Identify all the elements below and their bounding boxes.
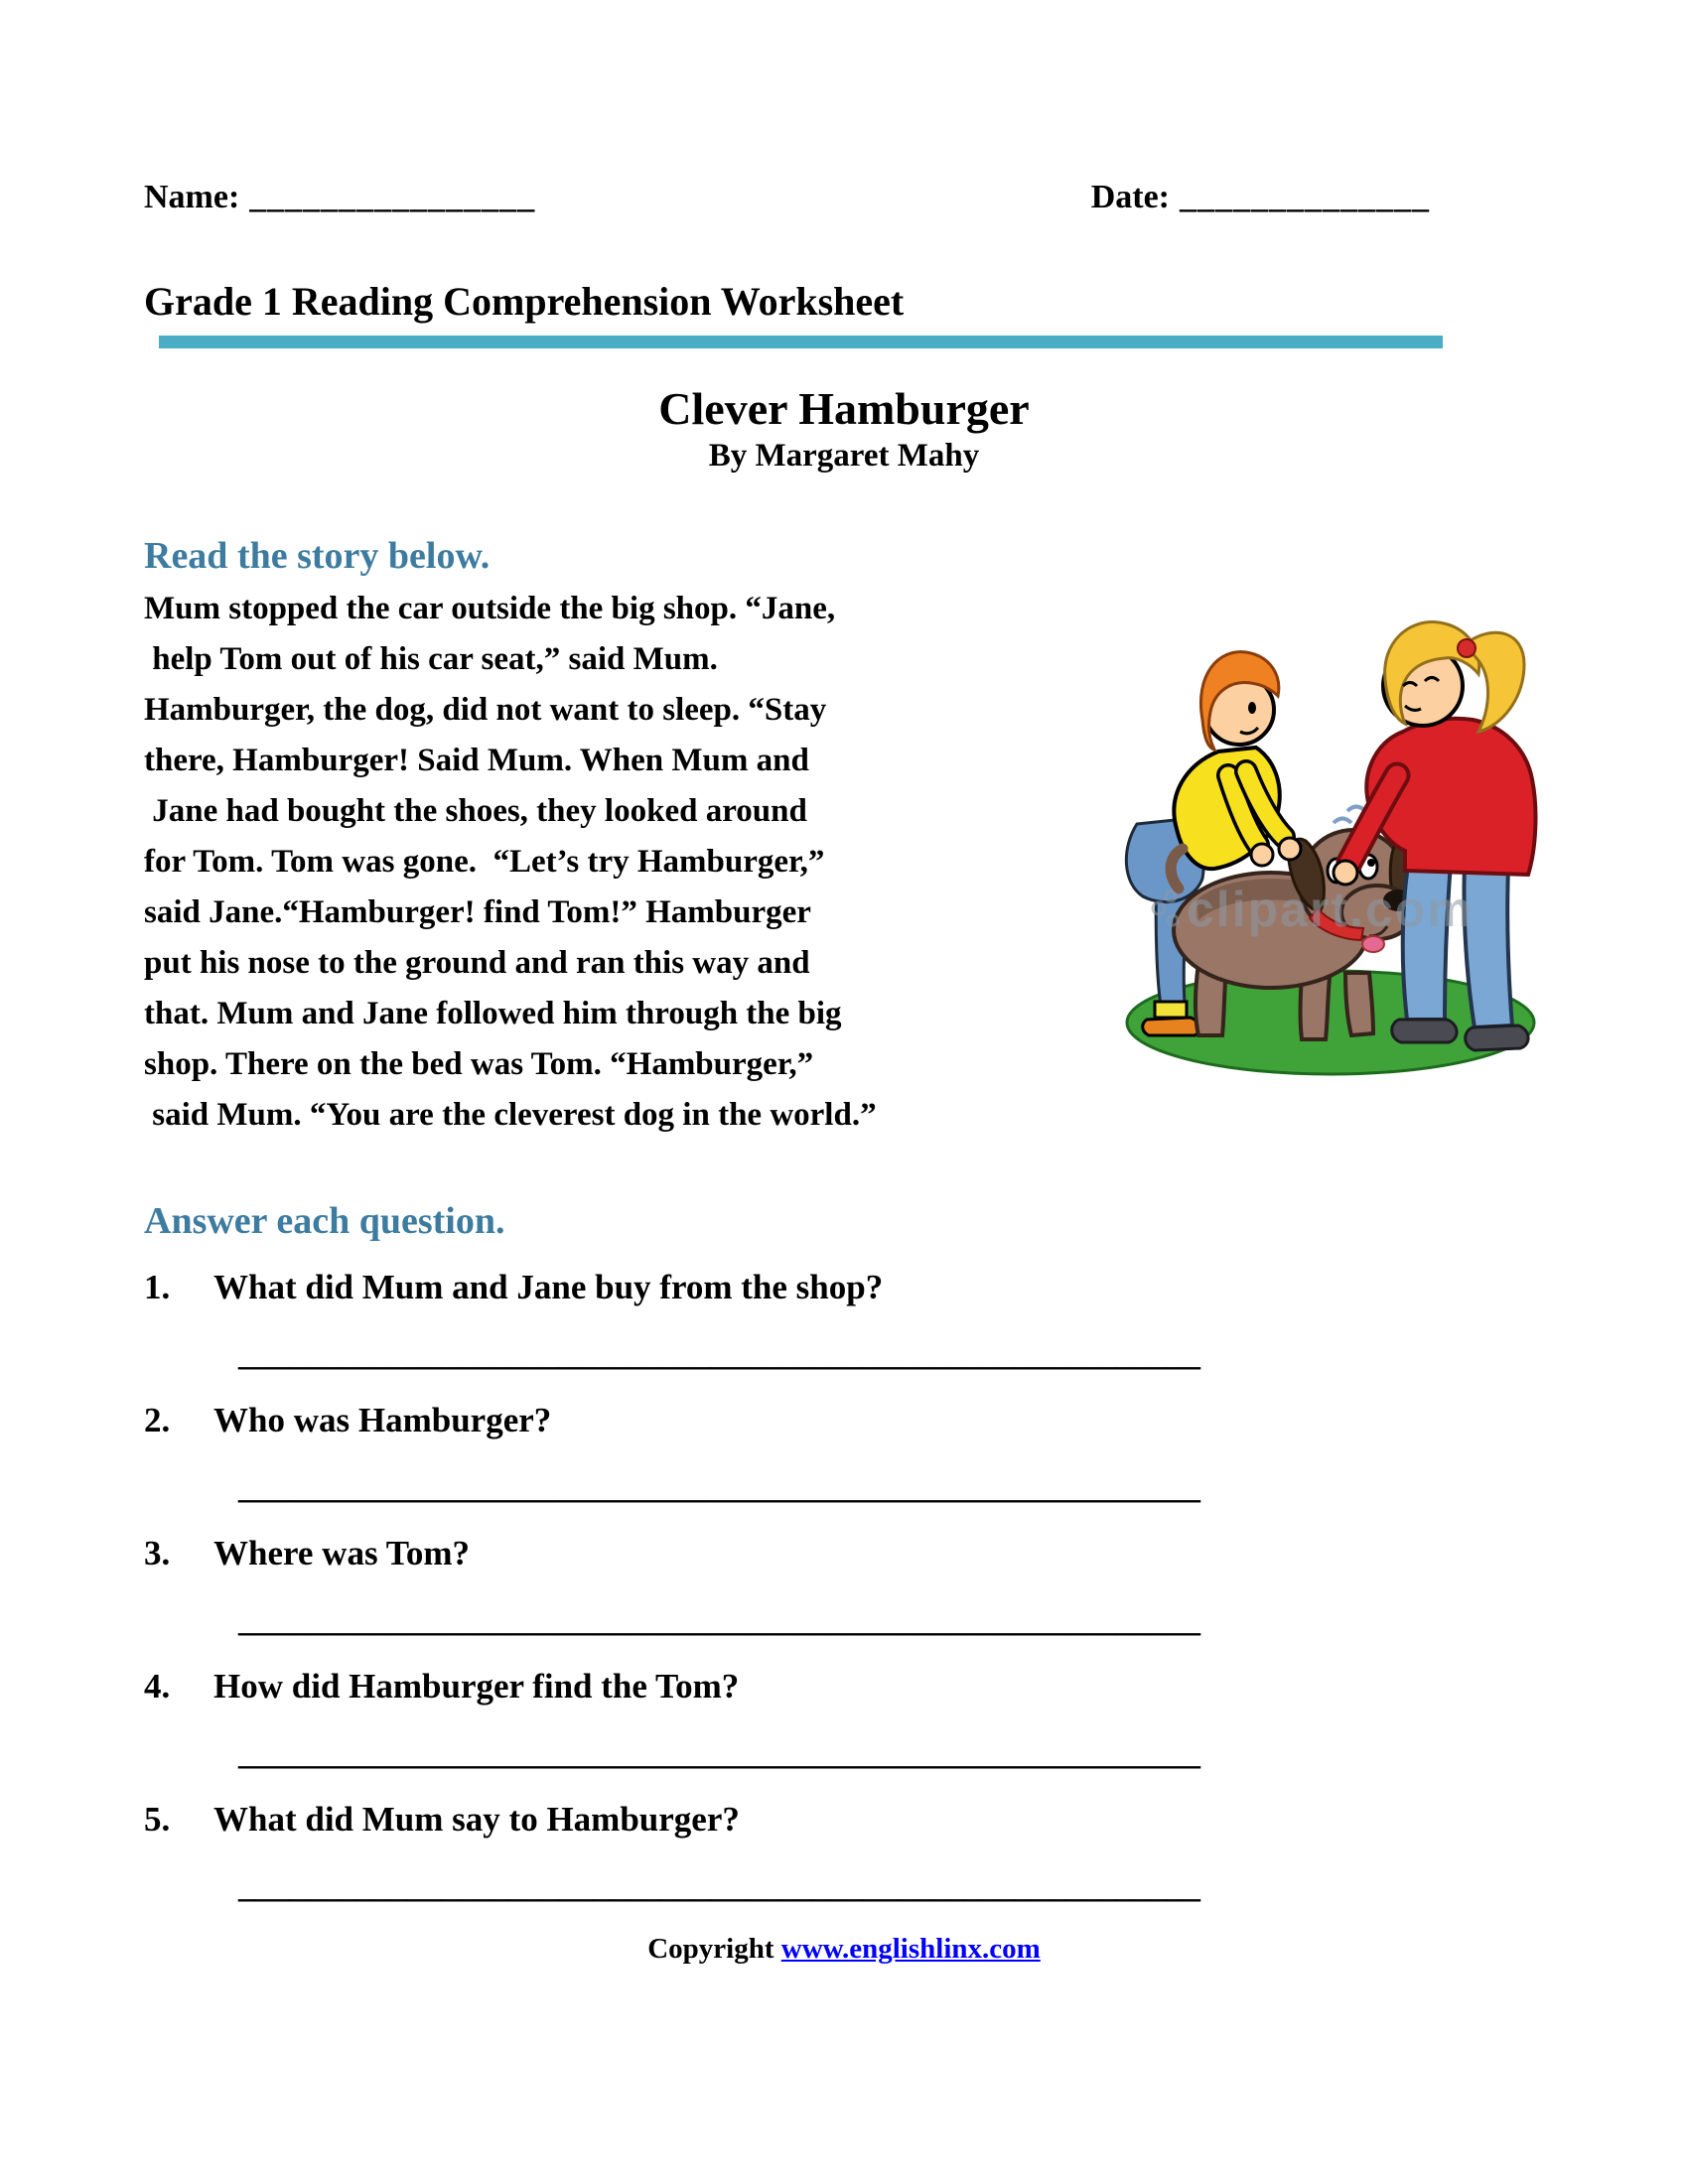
question-text: What did Mum and Jane buy from the shop? bbox=[213, 1268, 884, 1306]
story-line: that. Mum and Jane followed him through the big bbox=[144, 996, 842, 1031]
name-field bbox=[144, 179, 535, 216]
question-text: Who was Hamburger? bbox=[213, 1401, 552, 1439]
question-5 bbox=[144, 1798, 1544, 1842]
story-byline: By Margaret Mahy bbox=[708, 438, 980, 474]
question-3 bbox=[144, 1532, 1544, 1575]
story-line: there, Hamburger! Said Mum. When Mum and bbox=[144, 743, 809, 778]
story-line: Jane had bought the shoes, they looked around bbox=[144, 793, 807, 829]
svg-text:clipart.com: clipart.com bbox=[1187, 882, 1474, 937]
motion-mark bbox=[1334, 819, 1351, 824]
story-line: said Mum. “You are the cleverest dog in the world.” bbox=[144, 1097, 877, 1133]
answer-blank-3[interactable]: _________________________________________________________ bbox=[238, 1602, 1200, 1639]
question-text: How did Hamburger find the Tom? bbox=[213, 1667, 740, 1706]
question-1 bbox=[144, 1266, 1544, 1309]
story-line: Mum stopped the car outside the big shop. “Jane, bbox=[144, 591, 836, 626]
question-number: 1. bbox=[144, 1268, 171, 1306]
name-label: Name: bbox=[144, 179, 240, 215]
questions-list bbox=[144, 1266, 1544, 1909]
question-number: 3. bbox=[144, 1534, 171, 1572]
copyright-label: Copyright bbox=[647, 1933, 774, 1965]
question-number: 2. bbox=[144, 1401, 171, 1439]
story-line: shop. There on the bed was Tom. “Hamburger,” bbox=[144, 1046, 814, 1082]
date-label: Date: bbox=[1090, 179, 1170, 215]
clipart-watermark bbox=[1153, 882, 1474, 937]
answer-blank-1[interactable]: _________________________________________________________ bbox=[238, 1336, 1200, 1373]
date-blank[interactable]: ______________ bbox=[1180, 179, 1430, 215]
question-text: Where was Tom? bbox=[213, 1534, 470, 1572]
footer bbox=[144, 1933, 1544, 1966]
kids-petting-dog-illustration bbox=[1107, 581, 1564, 1082]
story-title: Clever Hamburger bbox=[658, 383, 1030, 434]
name-blank[interactable]: ________________ bbox=[249, 179, 536, 215]
story-line: for Tom. Tom was gone. “Let’s try Hamburger,” bbox=[144, 844, 825, 880]
story-line: said Jane.“Hamburger! find Tom!” Hamburger bbox=[144, 894, 811, 930]
question-number: 5. bbox=[144, 1800, 171, 1839]
story-line: Hamburger, the dog, did not want to sleep. “Stay bbox=[144, 692, 827, 728]
question-number: 4. bbox=[144, 1667, 171, 1706]
accent-rule bbox=[159, 336, 1443, 348]
question-text: What did Mum say to Hamburger? bbox=[213, 1800, 740, 1839]
header-row bbox=[144, 179, 1544, 216]
story-line: help Tom out of his car seat,” said Mum. bbox=[144, 641, 718, 677]
answer-blank-4[interactable]: _________________________________________________________ bbox=[238, 1735, 1200, 1772]
answer-blank-5[interactable]: _________________________________________________________ bbox=[238, 1868, 1200, 1905]
story-line: put his nose to the ground and ran this way and bbox=[144, 945, 810, 981]
answer-questions-heading: Answer each question. bbox=[144, 1200, 505, 1242]
answer-blank-2[interactable]: _________________________________________________________ bbox=[238, 1469, 1200, 1506]
question-4 bbox=[144, 1665, 1544, 1708]
worksheet-heading: Grade 1 Reading Comprehension Worksheet bbox=[144, 279, 905, 324]
englishlinx-link[interactable]: www.englishlinx.com bbox=[780, 1933, 1041, 1965]
date-field bbox=[1091, 179, 1430, 216]
read-story-heading: Read the story below. bbox=[144, 535, 491, 577]
question-2 bbox=[144, 1399, 1544, 1442]
hair-band bbox=[1458, 639, 1476, 657]
